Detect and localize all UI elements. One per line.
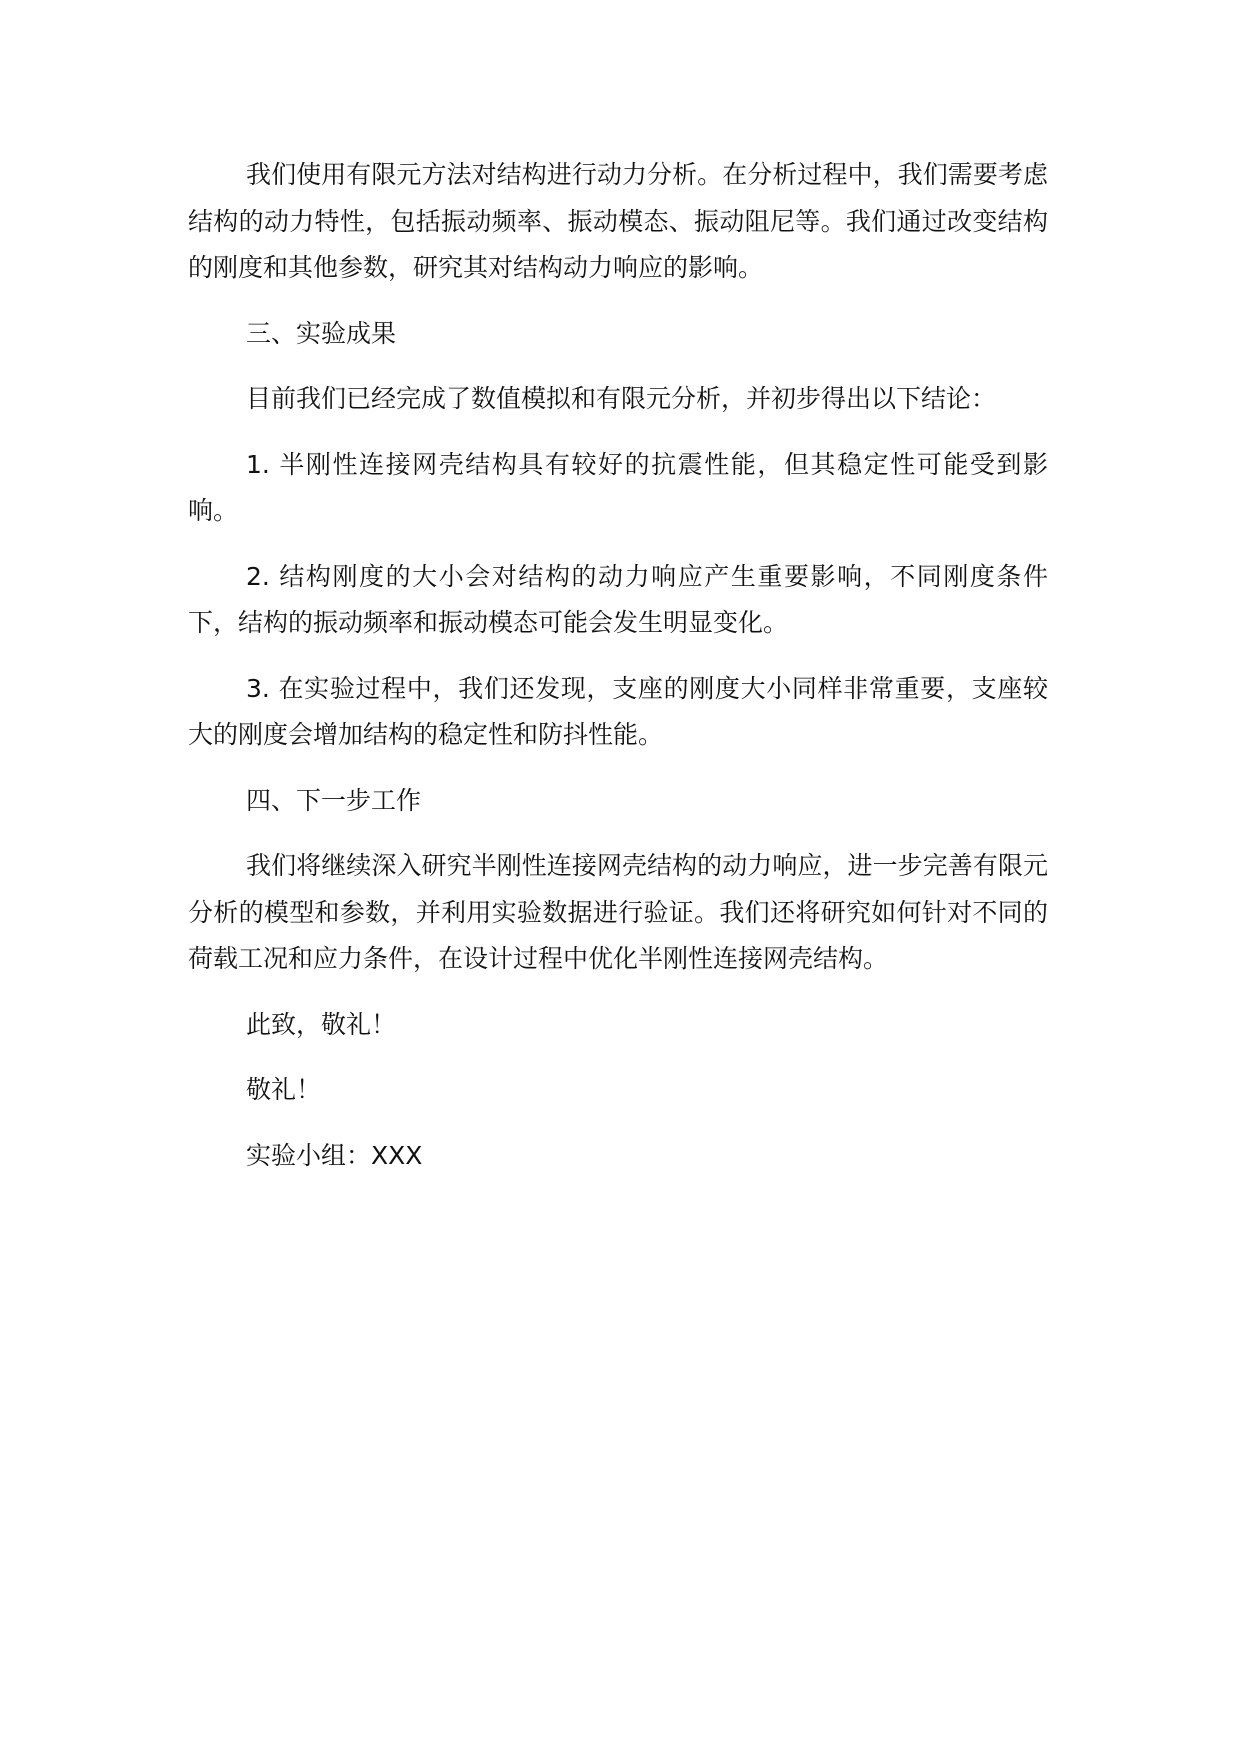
paragraph-analysis-method: 我们使用有限元方法对结构进行动力分析。在分析过程中，我们需要考虑结构的动力特性，包括振动频率、振动模态、振动阻尼等。我们通过改变结构的刚度和其他参数，研究其对结构动力响应的影响。 bbox=[188, 160, 1048, 282]
closing-regards: 敬礼！ bbox=[246, 1075, 322, 1104]
section-heading-next-steps: 四、下一步工作 bbox=[246, 785, 422, 815]
paragraph-results-intro: 目前我们已经完成了数值模拟和有限元分析，并初步得出以下结论： bbox=[246, 384, 997, 413]
closing-salutation: 此致，敬礼！ bbox=[246, 1009, 397, 1039]
signature-line: 实验小组：XXX bbox=[246, 1140, 423, 1170]
conclusion-item-1: 1. 半刚性连接网壳结构具有较好的抗震性能，但其稳定性可能受到影响。 bbox=[188, 449, 1048, 525]
conclusion-item-3: 3. 在实验过程中，我们还发现，支座的刚度大小同样非常重要，支座较大的刚度会增加结构的稳定性和防抖性能。 bbox=[188, 673, 1048, 749]
section-heading-results: 三、实验成果 bbox=[246, 318, 397, 348]
document-body bbox=[188, 152, 1048, 1198]
paragraph-next-steps: 我们将继续深入研究半刚性连接网壳结构的动力响应，进一步完善有限元分析的模型和参数，并利用实验数据进行验证。我们还将研究如何针对不同的荷载工况和应力条件，在设计过程中优化半刚性连接网壳结构。 bbox=[188, 851, 1048, 973]
conclusion-item-2: 2. 结构刚度的大小会对结构的动力响应产生重要影响，不同刚度条件下，结构的振动频率和振动模态可能会发生明显变化。 bbox=[188, 561, 1048, 637]
